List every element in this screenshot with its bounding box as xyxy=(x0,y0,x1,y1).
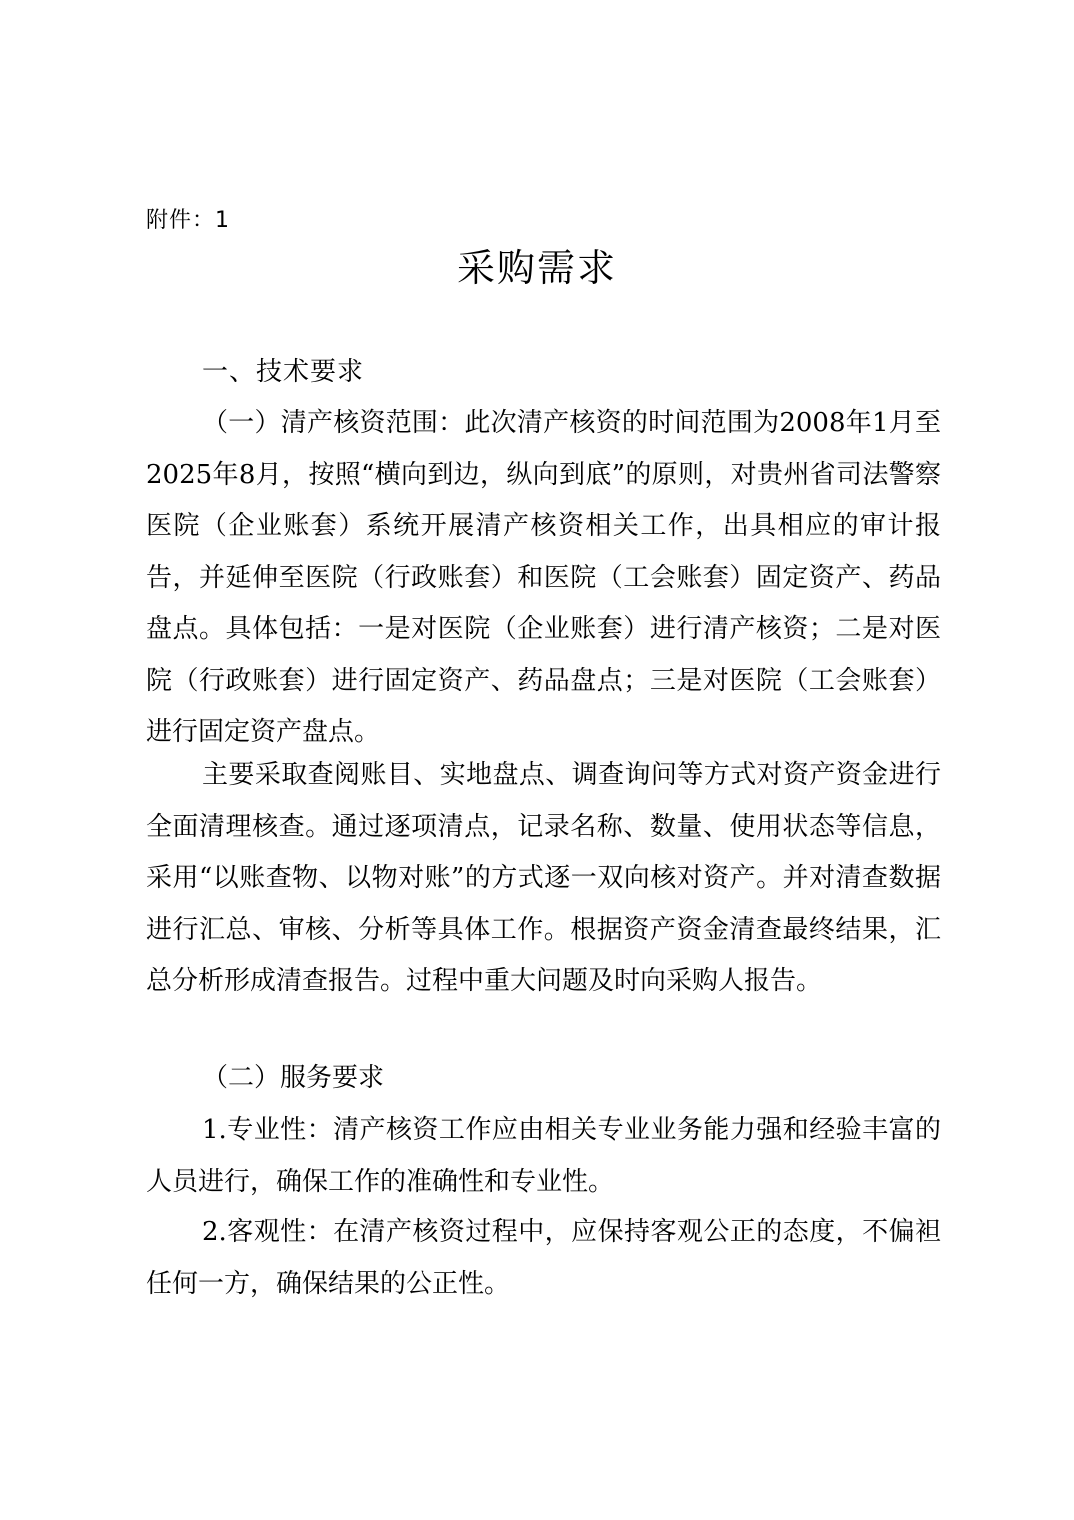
subsection-heading-service-requirements: （二）服务要求 xyxy=(202,1063,385,1093)
list-item-professionalism: 1.专业性：清产核资工作应由相关专业业务能力强和经验丰富的人员进行，确保工作的准确性和专业性。 xyxy=(146,1115,941,1197)
paragraph-method: 主要采取查阅账目、实地盘点、调查询问等方式对资产资金进行全面清理核查。通过逐项清点，记录名称、数量、使用状态等信息，采用“以账查物、以物对账”的方式逐一双向核对资产。并对清查数据进行汇总、审核、分析等具体工作。根据资产资金清查最终结果，汇总分析形成清查报告。过程中重大问题及时向采购人报告。 xyxy=(146,760,941,996)
section-heading-technical-requirements: 一、技术要求 xyxy=(202,357,365,387)
document-title: 采购需求 xyxy=(456,246,617,290)
attachment-label: 附件：1 xyxy=(146,208,230,233)
list-item-objectivity: 2.客观性：在清产核资过程中，应保持客观公正的态度，不偏袒任何一方，确保结果的公正性。 xyxy=(146,1217,941,1299)
paragraph-scope: （一）清产核资范围：此次清产核资的时间范围为2008年1月至2025年8月，按照“横向到边，纵向到底”的原则，对贵州省司法警察医院（企业账套）系统开展清产核资相关工作，出具相应的审计报告，并延伸至医院（行政账套）和医院（工会账套）固定资产、药品盘点。具体包括：一是对医院（企业账套）进行清产核资；二是对医院（行政账套）进行固定资产、药品盘点；三是对医院（工会账套）进行固定资产盘点。 xyxy=(146,408,941,747)
